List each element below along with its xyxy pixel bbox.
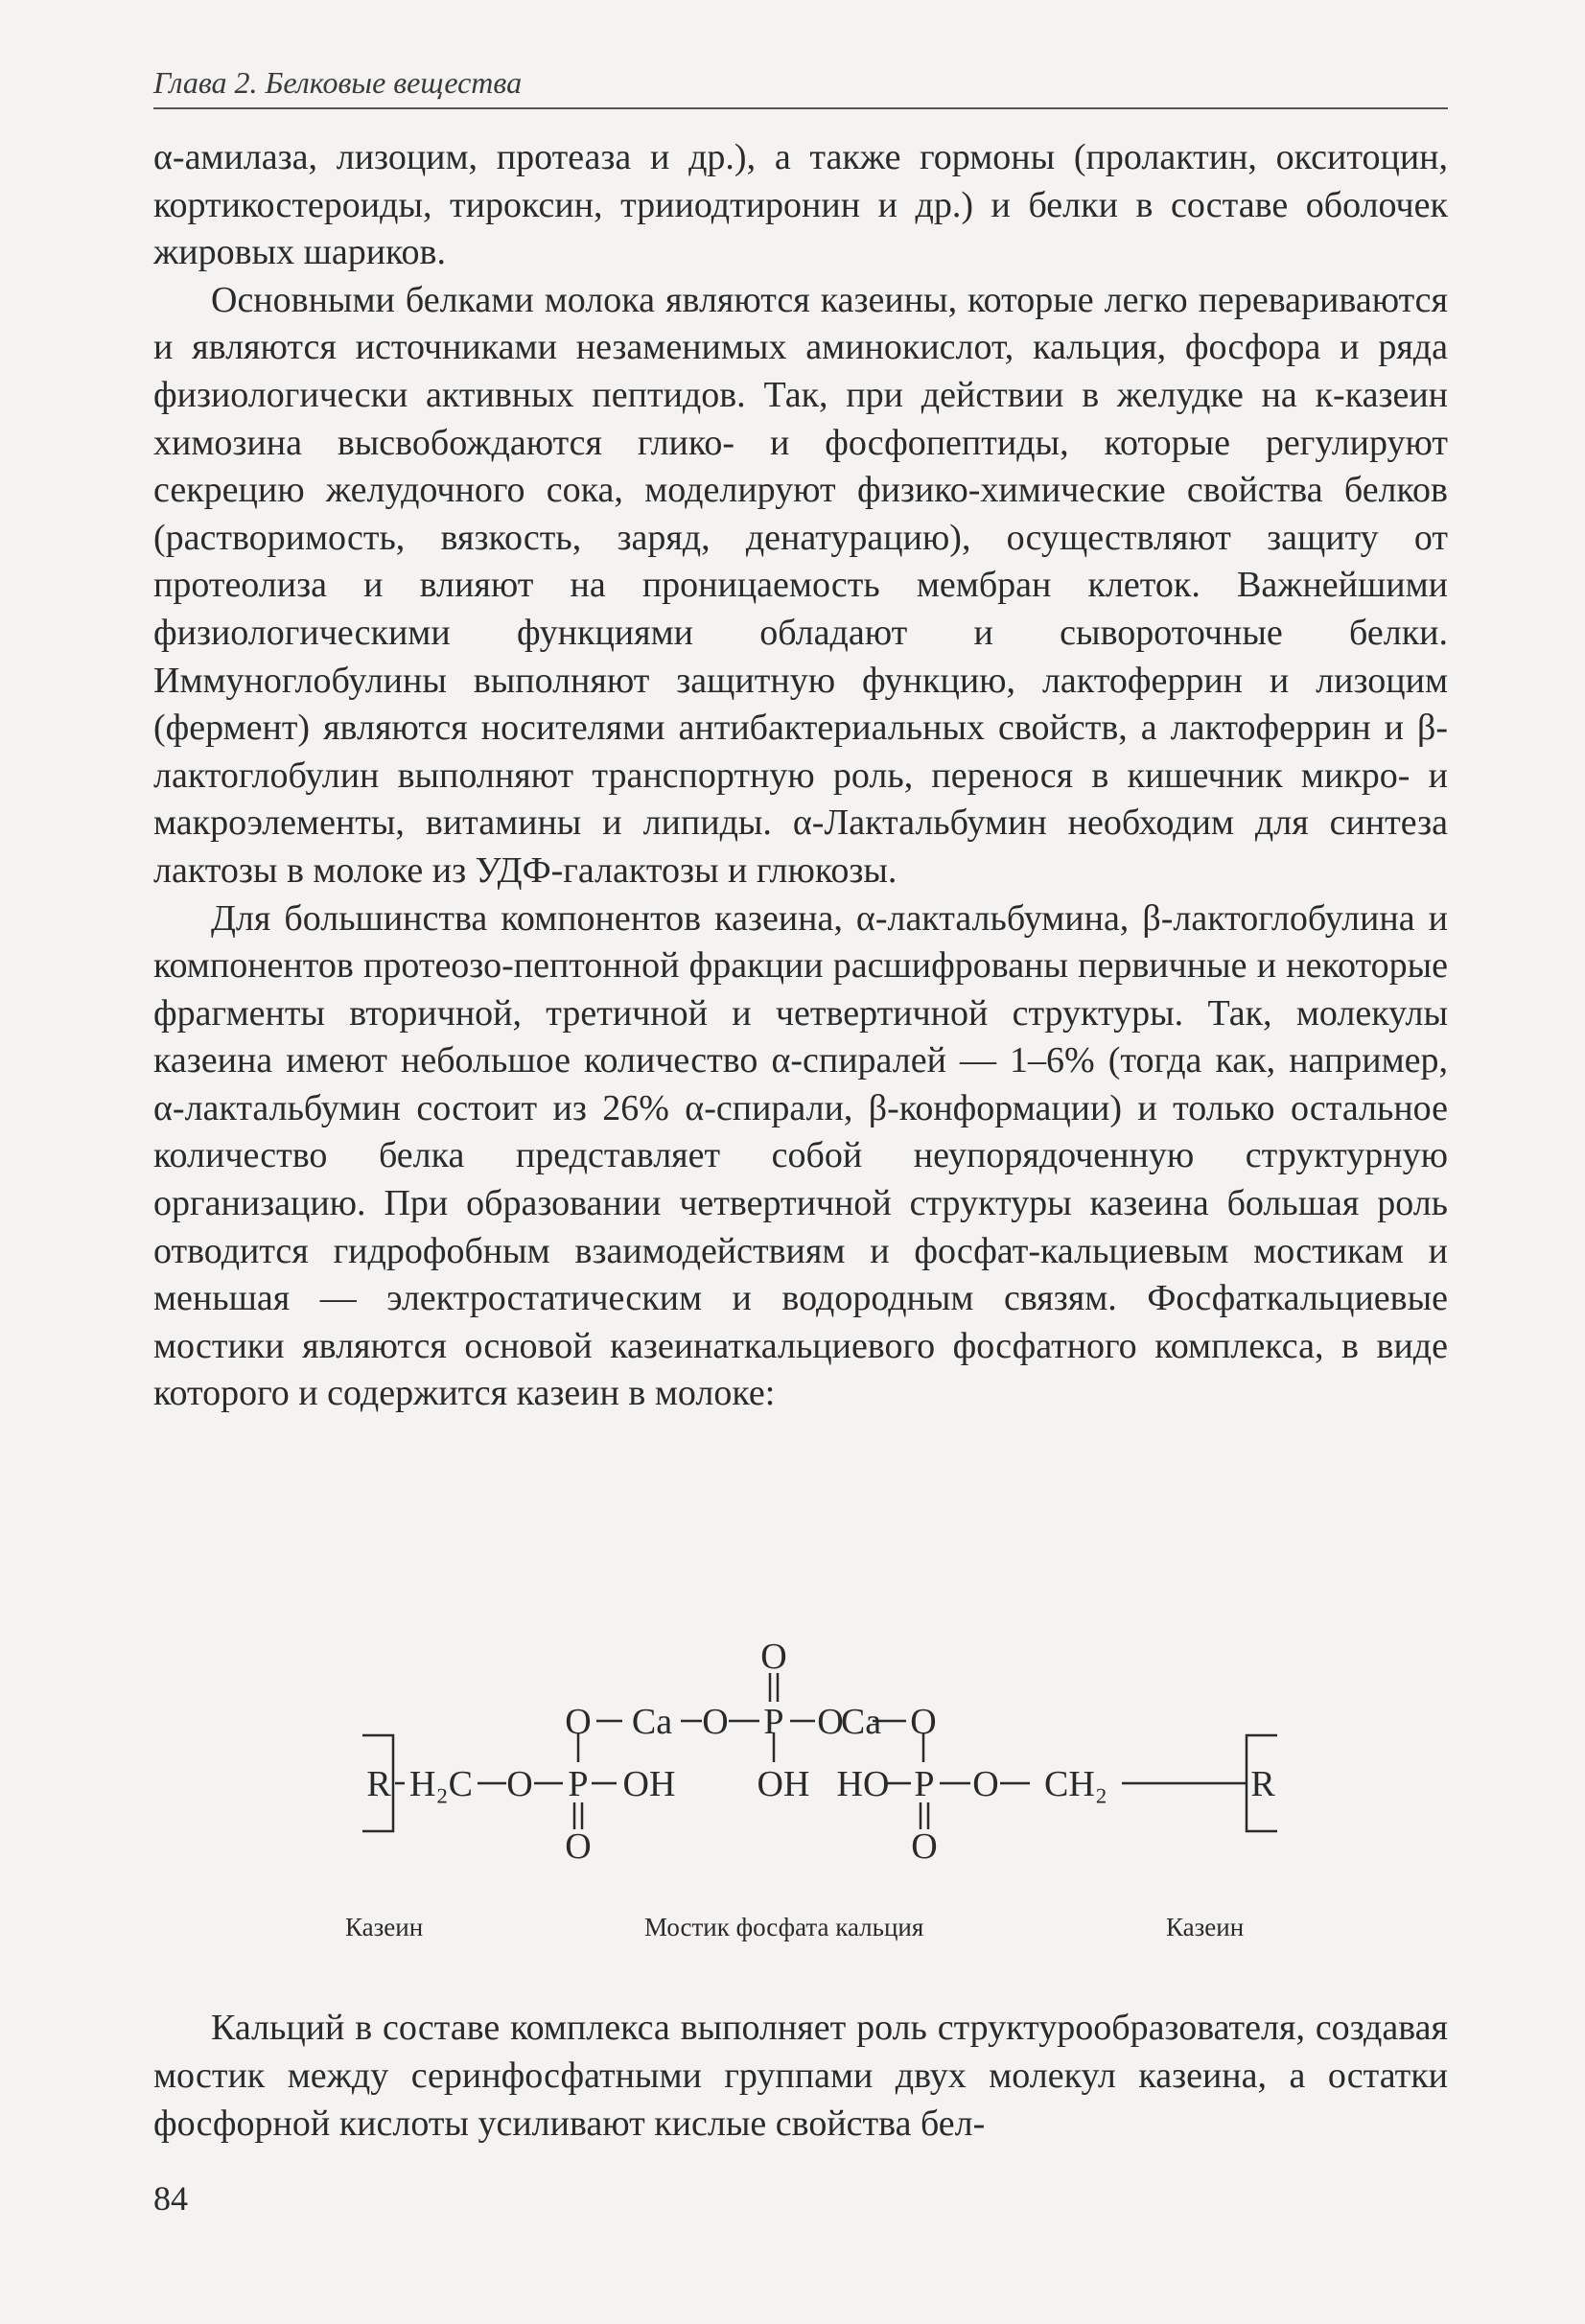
paragraph-milk-proteins: Основными белками молока являются казеины, которые легко перевариваются и являются источниками незаменимых аминокислот, кальция, фосфора и ряда физиологически активных пептидов. Так, при действии в желудке на к-казеин химозина высвобождаются глико- и фосфопептиды, которые регулируют секрецию желудочного сока, моделируют физико-химические свойства белков (растворимость, вязкость, заряд, денатурацию), осуществляют защиту от протеолиза и влияют на проницаемость мембран клеток. Важнейшими физиологическими функциями обладают и сывороточные белки. Иммуноглобулины выполняют защитную функцию, лактоферрин и лизоцим (фермент) являются носителями антибактериальных свойств, а лактоферрин и β-лактоглобулин выполняют транспортную роль, перенося в кишечник микро- и макроэлементы, витамины и липиды. α-Лактальбумин необходим для синтеза лактозы в молоке из УДФ-галактозы и глюкозы. <box>153 279 1448 891</box>
atom-ca: Ca <box>631 1702 673 1742</box>
body-text-after-formula <box>153 2004 1448 2148</box>
group-h2c: H₂C <box>408 1764 474 1804</box>
paragraph-calcium-role: Кальций в составе комплекса выполняет роль структурообразователя, создавая мостик между серинфосфатными группами двух молекул казеина, а остатки фосфорной кислоты усиливают кислые свойства бел- <box>153 2008 1448 2144</box>
paragraph-casein-structure: Для большинства компонентов казеина, α-лактальбумина, β-лактоглобулина и компонентов протеозо-пептонной фракции расшифрованы первичные и некоторые фрагменты вторичной, третичной и четвертичной структуры. Так, молекулы казеина имеют небольшое количество α-спиралей — 1–6% (тогда как, например, α-лактальбумин состоит из 26% α-спирали, β-конформации) и только остальное количество белка представляет собой неупорядоченную структурную организацию. При образовании четвертичной структуры казеина большая роль отводится гидрофобным взаимодействиям и фосфат-кальциевым мостикам и меньшая — электростатическим и водородным связям. Фосфаткальциевые мостики являются основой казеинаткальциевого фосфатного комплекса, в виде которого и содержится казеин в молоке: <box>153 897 1448 1414</box>
atom-o-bottom-left: O <box>565 1826 592 1867</box>
page-number: 84 <box>153 2179 188 2218</box>
atom-r-left: R <box>366 1764 391 1804</box>
atom-o: O <box>910 1702 937 1742</box>
label-casein-right: Казеин <box>1166 1913 1245 1941</box>
atom-o-bottom-right: O <box>911 1826 938 1867</box>
atom-o-top: O <box>760 1637 787 1677</box>
group-ho: HO <box>836 1764 890 1804</box>
atom-o: O <box>506 1764 533 1804</box>
group-oh-center: OH <box>757 1764 810 1804</box>
running-head: Глава 2. Белковые вещества <box>153 65 523 100</box>
paragraph-continuation: α-амилаза, лизоцим, протеаза и др.), а также гормоны (пролактин, окситоцин, кортикостероиды, тироксин, трииодтиронин и др.) и белки в составе оболочек жировых шариков. <box>153 137 1448 273</box>
atom-o: O <box>565 1702 592 1742</box>
header-rule <box>153 107 1448 109</box>
atom-ca: Ca <box>840 1702 882 1742</box>
body-text <box>153 134 1448 1418</box>
calcium-phosphate-bridge-formula <box>345 1630 1285 1879</box>
atom-r-right: R <box>1250 1764 1275 1804</box>
label-calcium-phosphate-bridge: Мостик фосфата кальция <box>644 1913 924 1941</box>
label-casein-left: Казеин <box>345 1913 424 1941</box>
atom-p-left: P <box>568 1764 589 1804</box>
atom-p-center: P <box>763 1702 784 1742</box>
atom-p-right: P <box>914 1764 935 1804</box>
atom-o: O <box>972 1764 999 1804</box>
atom-o: O <box>702 1702 729 1742</box>
atom-o: O <box>817 1702 844 1742</box>
group-oh: OH <box>622 1764 676 1804</box>
group-ch2: CH₂ <box>1043 1764 1108 1804</box>
